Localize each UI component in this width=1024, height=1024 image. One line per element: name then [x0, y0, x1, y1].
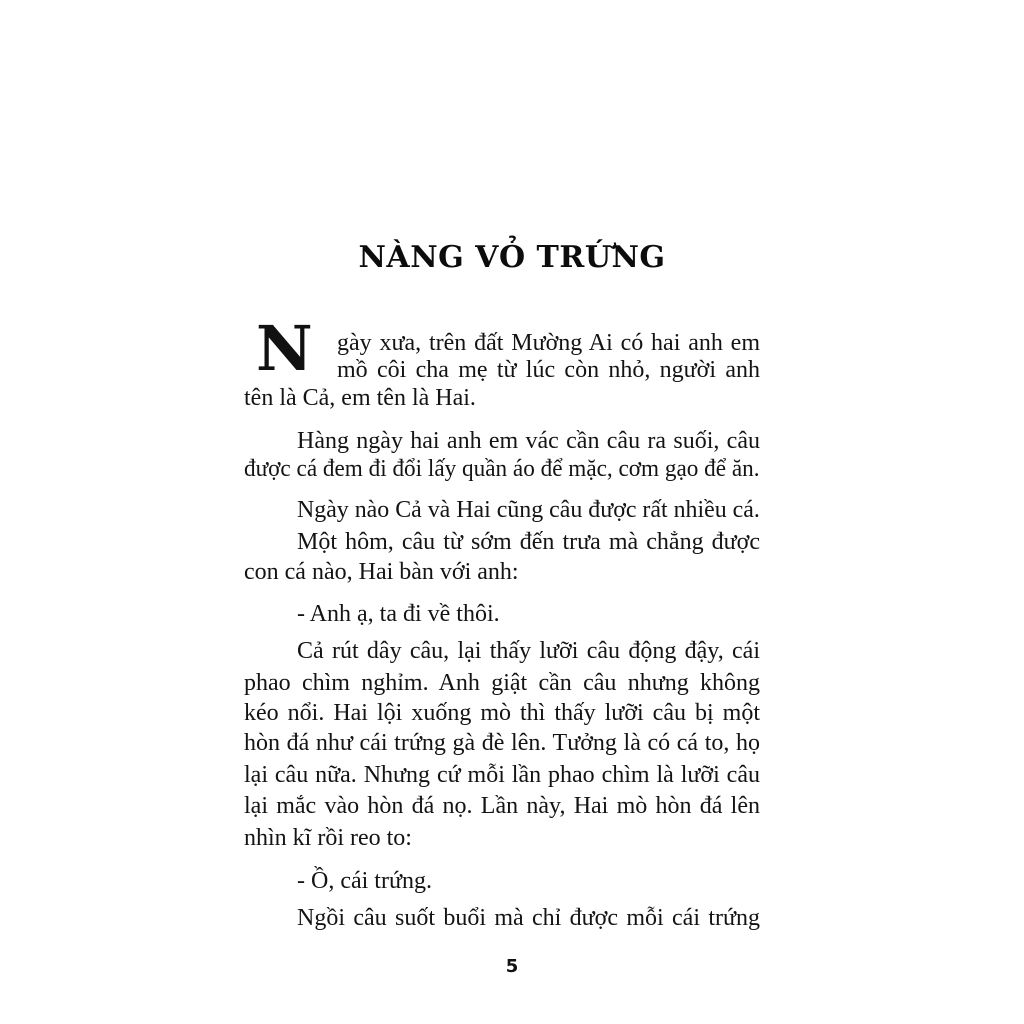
text-line: mồ côi cha mẹ từ lúc còn nhỏ, người anh	[337, 357, 760, 383]
text-line: lại mắc vào hòn đá nọ. Lần này, Hai mò hòn đá lên	[244, 793, 760, 819]
text-line: Ngồi câu suốt buổi mà chỉ được mỗi cái trứng	[297, 905, 760, 931]
text-line: Cả rút dây câu, lại thấy lưỡi câu động đậy, cái	[297, 638, 760, 664]
chapter-title: NÀNG VỎ TRỨNG	[358, 240, 666, 275]
text-line: gày xưa, trên đất Mường Ai có hai anh em	[337, 330, 760, 356]
drop-cap: N	[256, 322, 313, 376]
text-line: Một hôm, câu từ sớm đến trưa mà chẳng được	[297, 529, 760, 555]
page-number: 5	[505, 956, 519, 977]
text-line: con cá nào, Hai bàn với anh:	[244, 559, 519, 585]
text-line: - Anh ạ, ta đi về thôi.	[297, 601, 500, 627]
text-line: Ngày nào Cả và Hai cũng câu được rất nhiều cá.	[297, 497, 760, 523]
text-line: hòn đá như cái trứng gà đè lên. Tưởng là có cá to, họ	[244, 730, 760, 756]
text-line: phao chìm nghỉm. Anh giật cần câu nhưng không	[244, 670, 760, 696]
text-line: nhìn kĩ rồi reo to:	[244, 825, 412, 851]
text-line: được cá đem đi đổi lấy quần áo để mặc, cơm gạo để ăn.	[244, 456, 760, 482]
text-line: - Ồ, cái trứng.	[297, 868, 432, 894]
text-line: Hàng ngày hai anh em vác cần câu ra suối, câu	[297, 428, 760, 454]
text-line: lại câu nữa. Nhưng cứ mỗi lần phao chìm là lưỡi câu	[244, 762, 760, 788]
text-line: tên là Cả, em tên là Hai.	[244, 385, 476, 411]
text-line: kéo nổi. Hai lội xuống mò thì thấy lưỡi câu bị một	[244, 700, 760, 726]
